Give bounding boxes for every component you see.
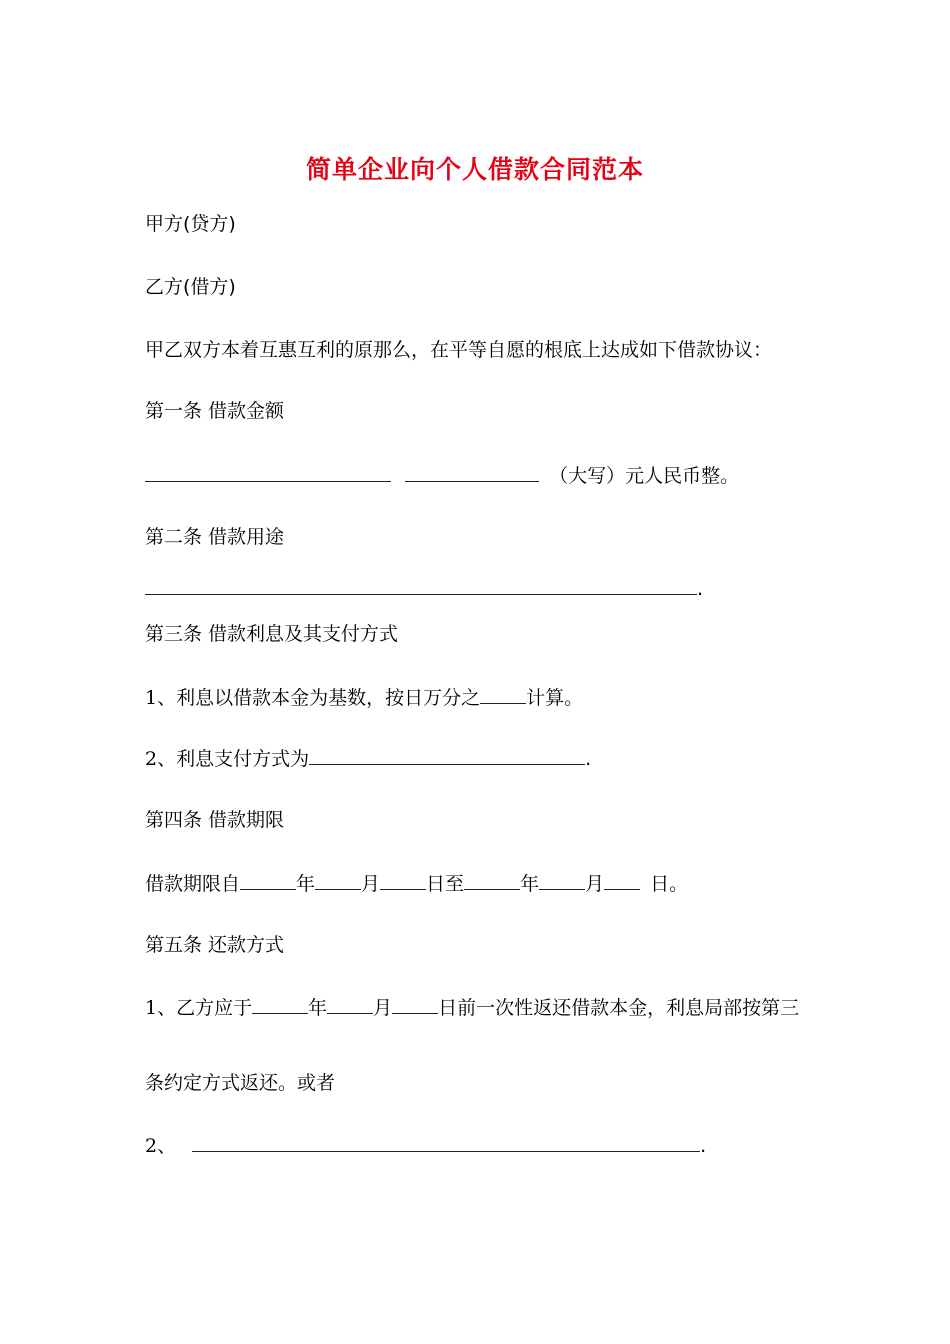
repay-day-blank[interactable] (392, 995, 438, 1014)
article-5-item-2 (145, 1133, 706, 1158)
interest-rate-suffix: 计算。 (526, 687, 584, 709)
article-3-item-2 (145, 746, 591, 771)
article-4-term-line (145, 871, 688, 896)
year-label: 年 (296, 873, 316, 895)
amount-number-blank[interactable] (145, 463, 391, 482)
end-month-blank[interactable] (539, 871, 585, 890)
repay-year-blank[interactable] (252, 995, 308, 1014)
interest-rate-text: 、利息以借款本金为基数，按日万分之 (157, 687, 481, 709)
purpose-end-period: . (697, 578, 704, 600)
alternative-repayment-end: . (700, 1135, 707, 1157)
article-1-amount-line (145, 463, 739, 488)
article-3-item-1 (145, 685, 583, 710)
article-2-heading: 第二条 借款用途 (145, 526, 285, 548)
term-from-text: 借款期限自 (145, 873, 241, 895)
article-5-item-1 (145, 995, 799, 1020)
repay-month-blank[interactable] (327, 995, 373, 1014)
payment-method-end: . (585, 748, 592, 770)
month-label: 月 (373, 997, 393, 1019)
year-label: 年 (520, 873, 540, 895)
interest-rate-blank[interactable] (480, 685, 526, 704)
party-a-label: 甲方(贷方) (145, 213, 236, 235)
alternative-repayment-blank[interactable] (192, 1133, 700, 1152)
purpose-blank[interactable] (145, 576, 697, 595)
payment-method-blank[interactable] (309, 746, 585, 765)
item-number: 1 (145, 997, 158, 1019)
intro-paragraph: 甲乙双方本着互惠互利的原那么，在平等自愿的根底上达成如下借款协议： (145, 339, 773, 361)
end-year-blank[interactable] (464, 871, 520, 890)
party-b-label: 乙方(借方) (145, 276, 236, 298)
repay-by-text: 、乙方应于 (157, 997, 253, 1019)
start-day-blank[interactable] (380, 871, 426, 890)
day-to-label: 日至 (426, 873, 465, 895)
amount-unit-text: （大写）元人民币整。 (549, 465, 740, 487)
month-label: 月 (361, 873, 381, 895)
year-label: 年 (308, 997, 328, 1019)
payment-method-text: 、利息支付方式为 (157, 748, 310, 770)
article-5-heading: 第五条 还款方式 (145, 934, 285, 956)
document-title: 简单企业向个人借款合同范本 (305, 155, 644, 184)
article-4-heading: 第四条 借款期限 (145, 809, 285, 831)
article-2-purpose-line (145, 576, 703, 601)
article-3-heading: 第三条 借款利息及其支付方式 (145, 623, 399, 645)
start-month-blank[interactable] (315, 871, 361, 890)
item-separator: 、 (157, 1135, 177, 1157)
repay-terms-text: 日前一次性返还借款本金，利息局部按第三 (438, 997, 800, 1019)
start-year-blank[interactable] (240, 871, 296, 890)
article-5-item-1-continued: 条约定方式返还。或者 (145, 1072, 336, 1094)
item-number: 2 (145, 1135, 158, 1157)
amount-words-blank[interactable] (405, 463, 539, 482)
item-number: 2 (145, 748, 158, 770)
day-end-label: 日。 (650, 873, 689, 895)
end-day-blank[interactable] (604, 871, 640, 890)
item-number: 1 (145, 687, 158, 709)
month-label: 月 (585, 873, 605, 895)
article-1-heading: 第一条 借款金额 (145, 400, 285, 422)
